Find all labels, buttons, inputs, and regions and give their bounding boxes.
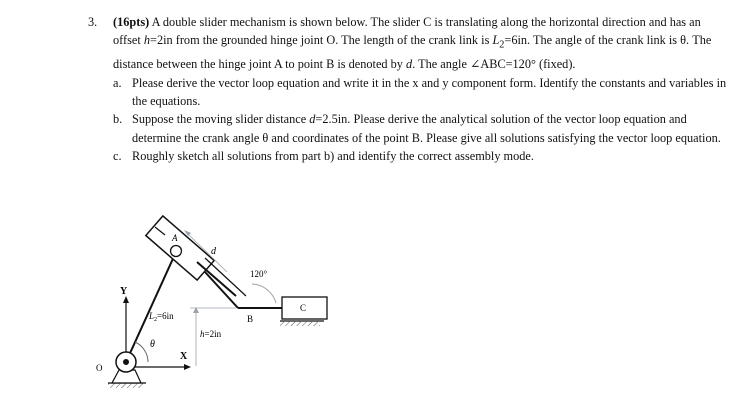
part-a-text: Please derive the vector loop equation and write it in the x and y component form. Identify the constants and variables in the equations. (132, 75, 727, 109)
hinge-A (171, 246, 182, 257)
link-AB-lower (205, 272, 238, 308)
hinge-O-inner (123, 359, 129, 365)
part-c-label: c. (113, 149, 122, 164)
part-a-label: a. (113, 75, 122, 90)
angle-120-arc (252, 284, 276, 303)
label-B: B (247, 314, 254, 324)
part-b-text-1: Suppose the moving slider distance (132, 112, 310, 127)
label-theta: θ (150, 339, 155, 350)
label-h-symbol: h (200, 329, 205, 339)
part-b-d-symbol: d (309, 112, 316, 127)
label-Y: Y (120, 286, 128, 297)
part-b-label: b. (113, 112, 123, 127)
part-c-text: Roughly sketch all solutions from part b) and identify the correct assembly mode. (132, 149, 534, 164)
label-h (200, 329, 222, 339)
part-b-text-2: =2.5in. Please derive the analytical solution of the vector loop equation and determine the crank angle θ and coordinates of the point B. Please give all solutions satisfying the vector loop equation. (132, 112, 721, 145)
label-d: d (211, 246, 216, 257)
x-axis-arrow (184, 364, 191, 370)
statement-L-subscript: 2 (499, 39, 505, 51)
statement-text-2: =2in from the grounded hinge joint O. The length of the crank link is (150, 33, 493, 48)
label-A: A (172, 233, 178, 243)
ground-hatch-C (280, 321, 320, 326)
link-AB-guide-2 (205, 258, 246, 296)
label-X: X (180, 351, 188, 362)
label-L2-subscript: 2 (154, 317, 158, 323)
points-label: (16pts) (113, 15, 150, 29)
link-AB (197, 262, 236, 296)
label-angle-120: 120° (250, 269, 268, 279)
theta-arc (135, 342, 148, 362)
problem-number: 3. (88, 15, 98, 29)
label-L2 (148, 311, 174, 323)
statement-h-symbol: h (143, 33, 151, 48)
statement-L-symbol: L (492, 33, 500, 48)
label-L2-value: =6in (157, 311, 174, 321)
label-h-value: =2in (204, 329, 222, 339)
statement-d-symbol: d (406, 57, 413, 72)
label-L2-symbol: L (149, 311, 155, 321)
label-C: C (300, 303, 307, 313)
statement-text-1: A double slider mechanism is shown below. The slider C is translating along the horizontal direction and has an offset (113, 15, 701, 48)
y-axis-arrow (123, 296, 129, 303)
statement-text-4: . The angle ∠ABC=120° (fixed). (412, 57, 576, 72)
statement-text-3: =6in. The angle of the crank link is θ. The distance between the hinge joint A to point B is denoted by (113, 33, 712, 72)
ground-hatch-O (108, 383, 144, 388)
label-O: O (96, 363, 103, 373)
